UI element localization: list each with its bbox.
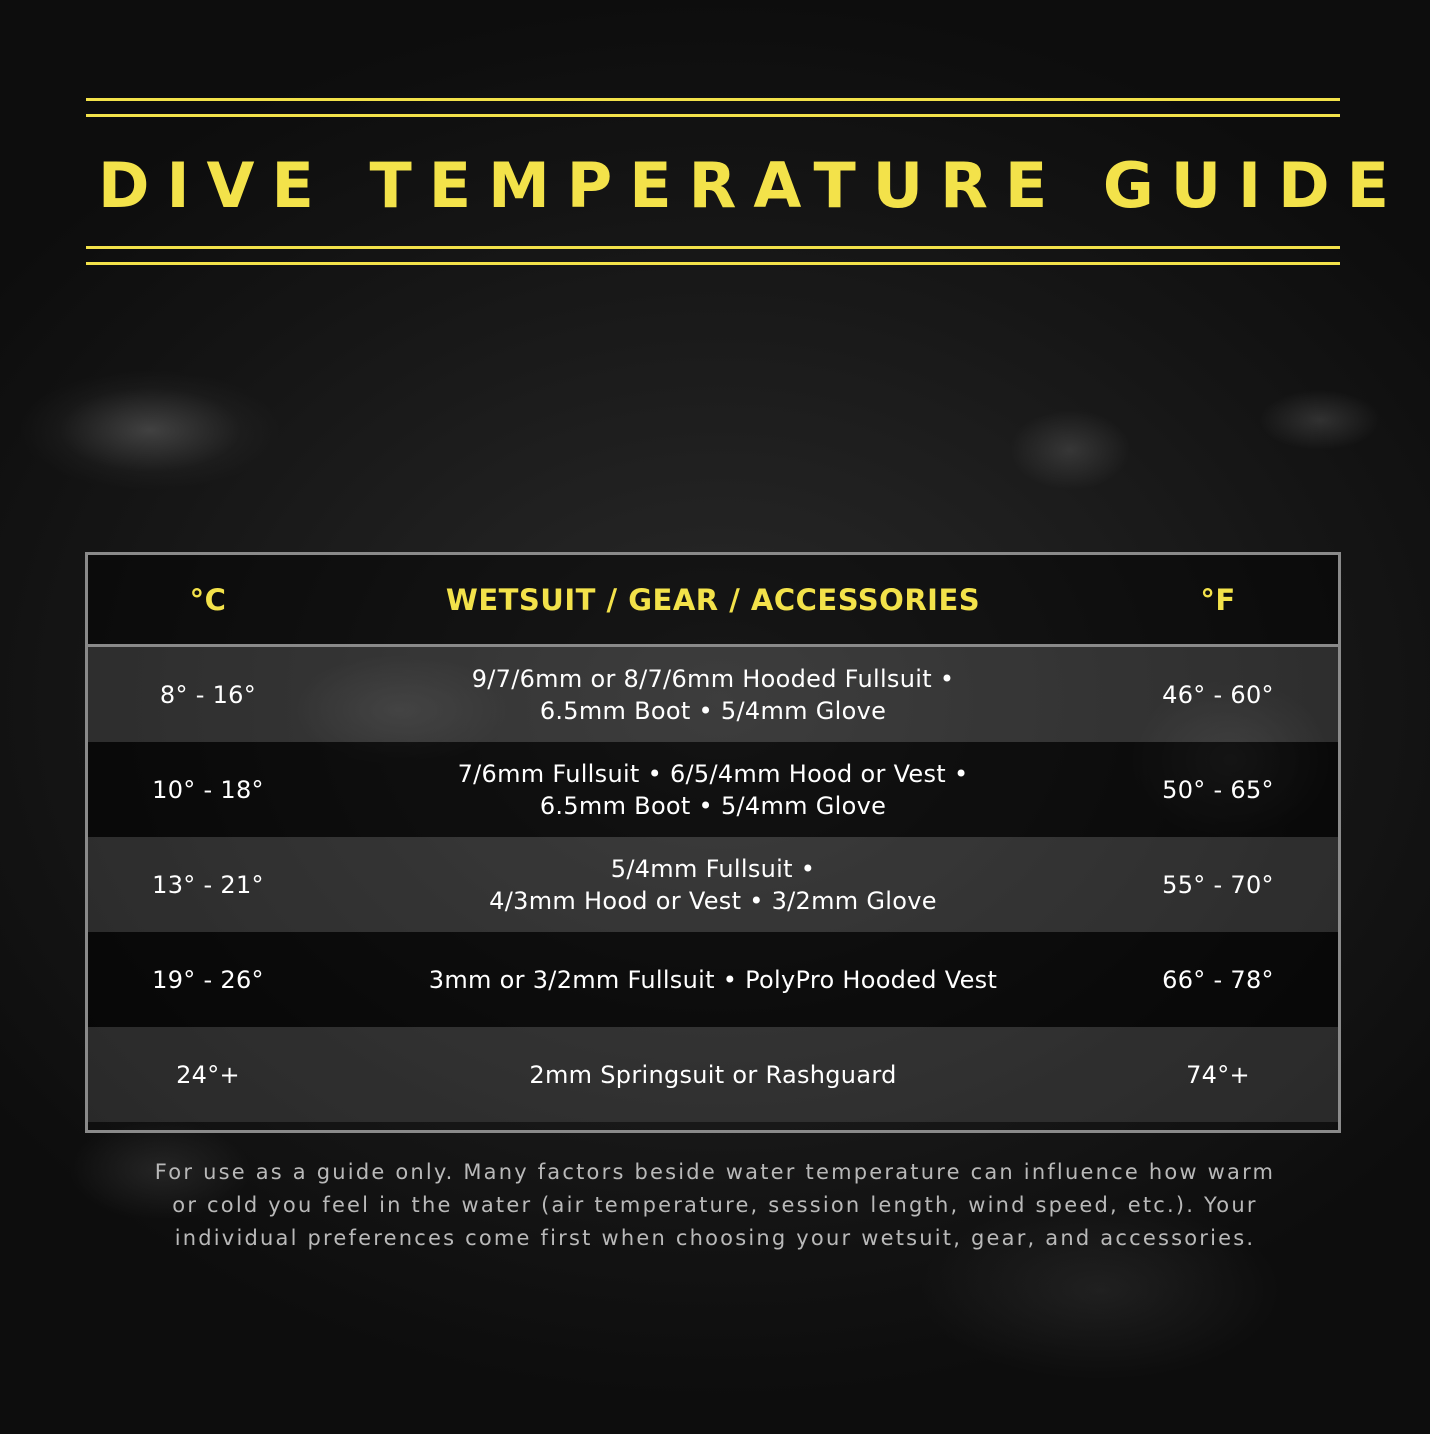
gear-cell	[328, 1027, 1098, 1122]
celsius-range: 13° - 21°	[152, 870, 264, 899]
table-body	[88, 647, 1338, 1130]
header-celsius-cell	[88, 555, 328, 644]
gear-line: 9/7/6mm or 8/7/6mm Hooded Fullsuit •	[471, 664, 955, 693]
header-gear-cell	[328, 555, 1098, 644]
title-rule-top-1	[86, 98, 1340, 101]
page-title: DIVE TEMPERATURE GUIDE	[98, 149, 1406, 222]
note-line: individual preferences come first when choosing your wetsuit, gear, and accessories.	[174, 1226, 1256, 1250]
table-row	[88, 837, 1338, 932]
gear-line: 6.5mm Boot • 5/4mm Glove	[539, 791, 887, 820]
gear-cell	[328, 647, 1098, 742]
celsius-range: 10° - 18°	[152, 775, 264, 804]
title-rule-bottom-2	[86, 262, 1340, 265]
fahrenheit-cell	[1098, 742, 1338, 837]
table-row	[88, 1027, 1338, 1122]
gear-text	[489, 853, 937, 917]
title-rule-top-2	[86, 114, 1340, 117]
celsius-range: 8° - 16°	[159, 680, 257, 709]
disclaimer-note	[70, 1156, 1360, 1255]
header-fahrenheit-cell	[1098, 555, 1338, 644]
gear-line: 2mm Springsuit or Rashguard	[529, 1060, 897, 1089]
celsius-range: 24°+	[176, 1060, 240, 1089]
table-header-row	[88, 555, 1338, 647]
header-gear: WETSUIT / GEAR / ACCESSORIES	[445, 582, 981, 617]
fahrenheit-cell	[1098, 647, 1338, 742]
gear-line: 7/6mm Fullsuit • 6/5/4mm Hood or Vest •	[457, 759, 969, 788]
note-line: or cold you feel in the water (air temperature, session length, wind speed, etc.). Your	[172, 1193, 1258, 1217]
gear-line: 3mm or 3/2mm Fullsuit • PolyPro Hooded Vest	[428, 965, 998, 994]
fahrenheit-cell	[1098, 837, 1338, 932]
gear-text	[529, 1059, 896, 1091]
gear-cell	[328, 742, 1098, 837]
temperature-table	[85, 552, 1341, 1133]
gear-cell	[328, 837, 1098, 932]
fahrenheit-cell	[1098, 932, 1338, 1027]
fahrenheit-range: 46° - 60°	[1162, 680, 1274, 709]
celsius-cell	[88, 647, 328, 742]
gear-text	[429, 964, 997, 996]
title-rule-bottom-1	[86, 246, 1340, 249]
fahrenheit-range: 74°+	[1186, 1060, 1250, 1089]
celsius-range: 19° - 26°	[152, 965, 264, 994]
fahrenheit-cell	[1098, 1027, 1338, 1122]
celsius-cell	[88, 932, 328, 1027]
gear-line: 6.5mm Boot • 5/4mm Glove	[539, 696, 887, 725]
gear-text	[472, 663, 955, 727]
title-band	[86, 98, 1406, 268]
gear-text	[458, 758, 969, 822]
fahrenheit-range: 66° - 78°	[1162, 965, 1274, 994]
fahrenheit-range: 50° - 65°	[1162, 775, 1274, 804]
celsius-cell	[88, 1027, 328, 1122]
gear-cell	[328, 932, 1098, 1027]
table-row	[88, 742, 1338, 837]
table-row	[88, 932, 1338, 1027]
celsius-cell	[88, 742, 328, 837]
header-fahrenheit: °F	[1200, 582, 1236, 617]
header-celsius: °C	[189, 582, 227, 617]
gear-line: 4/3mm Hood or Vest • 3/2mm Glove	[489, 886, 937, 915]
table-row	[88, 647, 1338, 742]
fahrenheit-range: 55° - 70°	[1162, 870, 1274, 899]
gear-line: 5/4mm Fullsuit •	[610, 854, 816, 883]
celsius-cell	[88, 837, 328, 932]
note-line: For use as a guide only. Many factors beside water temperature can influence how warm	[154, 1160, 1276, 1184]
